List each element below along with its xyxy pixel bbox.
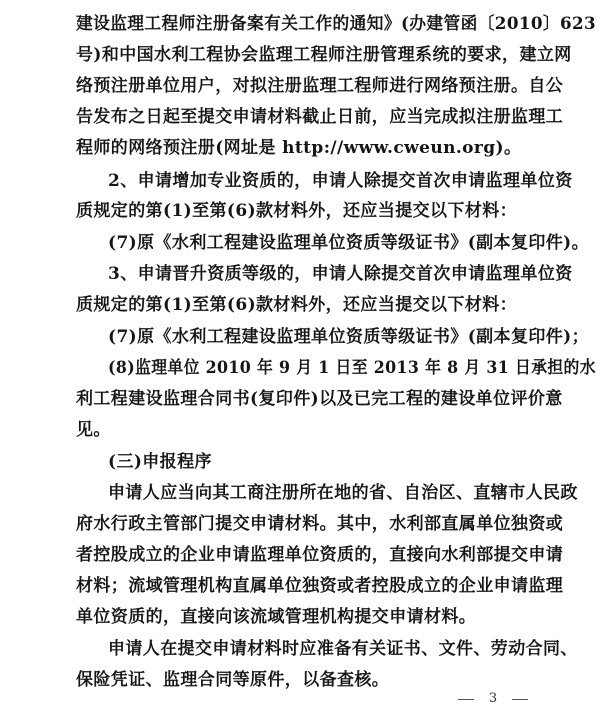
text-line: 见。 [76,420,111,440]
text-line: 保险凭证、监理合同等原件，以备查核。 [76,670,390,690]
text-line: 络预注册单位用户，对拟注册监理工程师进行网络预注册。自公 [76,76,564,96]
text-line: 质规定的第(1)至第(6)款材料外，还应当提交以下材料： [76,295,518,315]
page-footer [458,690,528,708]
footer-dash-right [512,699,528,700]
text-line: 申请人应当向其工商注册所在地的省、自治区、直辖市人民政 [108,483,578,503]
section-heading: (三)申报程序 [108,452,212,472]
text-line: (8)监理单位 2010 年 9 月 1 日至 2013 年 8 月 31 日承担的水 [108,358,596,378]
text-line: 申请人在提交申请材料时应准备有关证书、文件、劳动合同、 [108,639,578,659]
text-line: 府水行政主管部门提交申请材料。其中，水利部直属单位独资或 [76,514,564,534]
text-line: (7)原《水利工程建设监理单位资质等级证书》(副本复印件)。 [108,233,590,253]
text-line: 号)和中国水利工程协会监理工程师注册管理系统的要求，建立网 [76,45,572,65]
text-line: 质规定的第(1)至第(6)款材料外，还应当提交以下材料： [76,201,518,221]
text-line: (7)原《水利工程建设监理单位资质等级证书》(副本复印件)； [108,327,590,347]
text-line: 材料；流域管理机构直属单位独资或者控股成立的企业申请监理 [76,576,564,596]
text-line: 利工程建设监理合同书(复印件)以及已完工程的建设单位评价意 [76,389,563,409]
page-number: 3 [488,691,498,706]
text-line: 单位资质的，直接向该流域管理机构提交申请材料。 [76,607,477,627]
text-line: 告发布之日起至提交申请材料截止日前，应当完成拟注册监理工 [76,107,564,127]
text-line: 3、申请晋升资质等级的，申请人除提交首次申请监理单位资 [108,264,573,284]
footer-dash-left [458,699,474,700]
text-line: 程师的网络预注册(网址是 http://www.cweun.org)。 [76,138,522,158]
text-line: 者控股成立的企业申请监理单位资质的，直接向水利部提交申请 [76,545,564,565]
text-line: 2、申请增加专业资质的，申请人除提交首次申请监理单位资 [108,171,573,191]
text-line: 建设监理工程师注册备案有关工作的通知》(办建管函〔2010〕623 [76,14,597,34]
